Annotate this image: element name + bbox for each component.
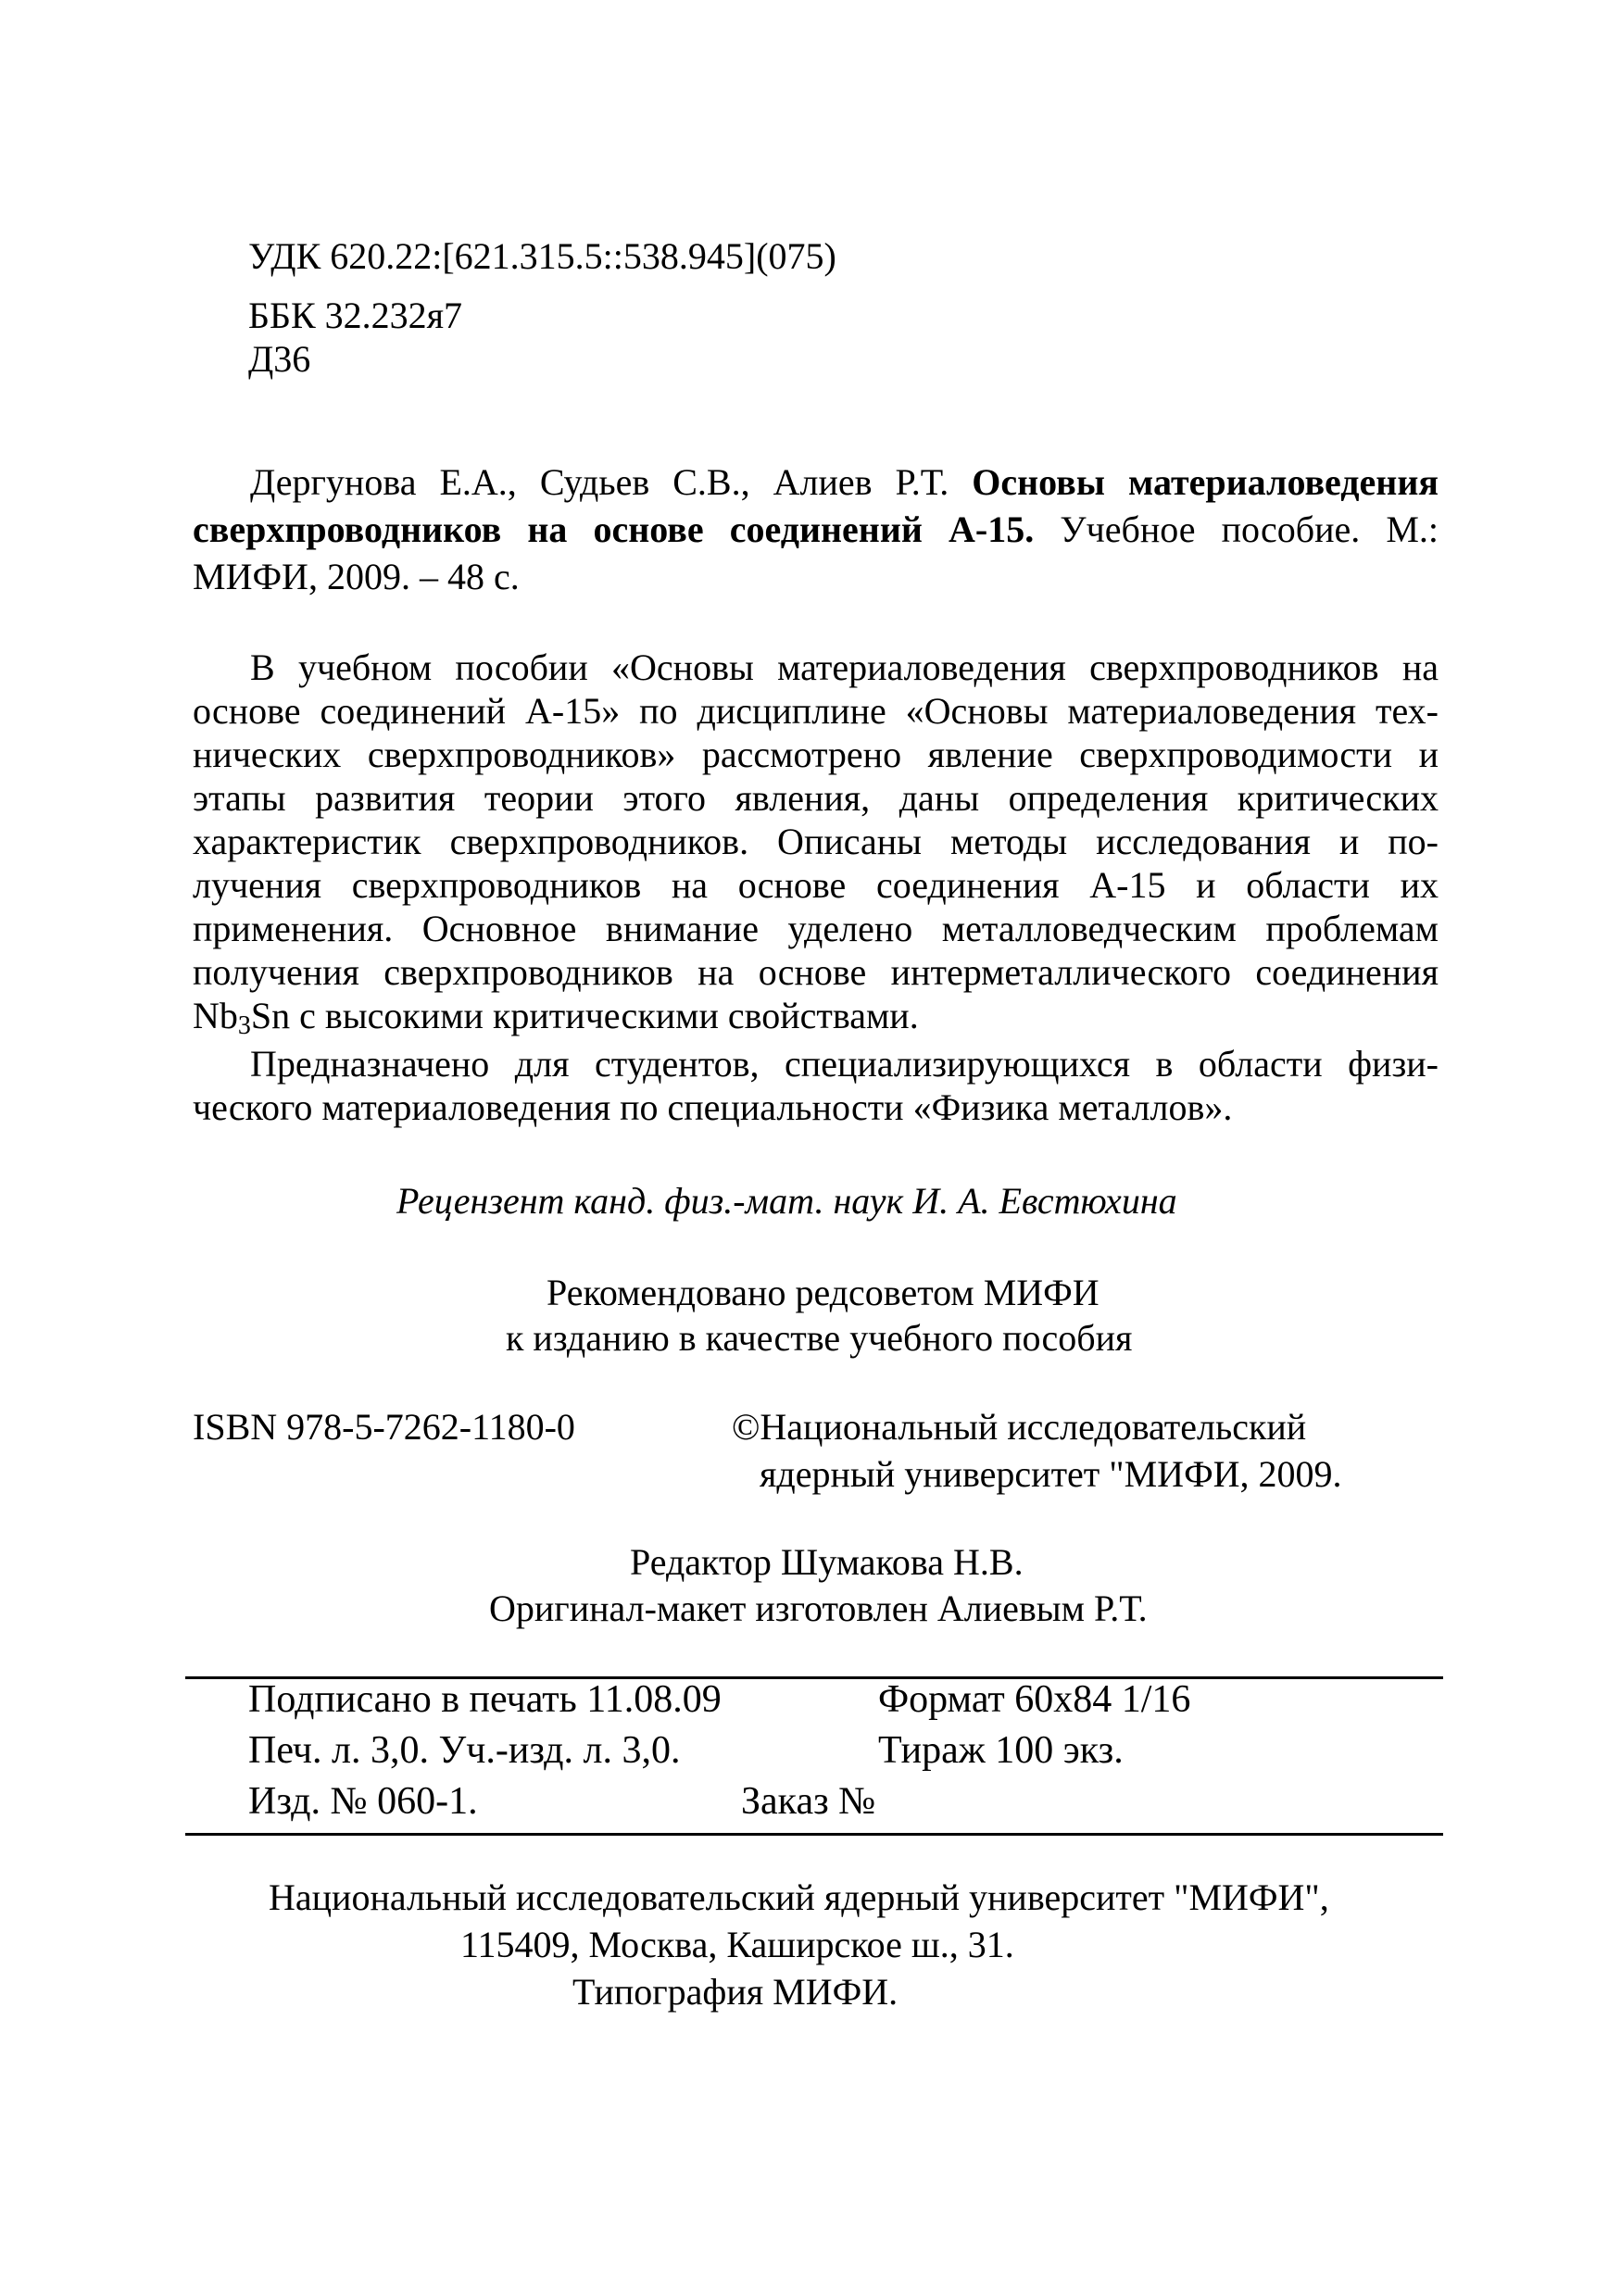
reviewer: Рецензент канд. физ.-мат. наук И. А. Евстюхина bbox=[396, 1180, 1177, 1222]
bbk-code: ББК 32.232я7 bbox=[248, 295, 463, 336]
imprint-edition-no: Изд. № 060-1. bbox=[248, 1780, 478, 1823]
purpose-line: Предназначено для студентов, специализирующихся в области физи- bbox=[250, 1043, 1439, 1085]
abstract-line: В учебном пособии «Основы материаловедения сверхпроводников на bbox=[250, 646, 1439, 688]
publisher-line-1: Национальный исследовательский ядерный университет "МИФИ", bbox=[269, 1876, 1329, 1918]
copyright-line-2: ядерный университет "МИФИ, 2009. bbox=[760, 1453, 1342, 1495]
editor-line-1: Редактор Шумакова Н.В. bbox=[630, 1541, 1024, 1583]
imprint-signed: Подписано в печать 11.08.09 bbox=[248, 1678, 722, 1721]
abstract-line: получения сверхпроводников на основе интерметаллического соединения bbox=[193, 951, 1439, 993]
abstract-line: характеристик сверхпроводников. Описаны методы исследования и по- bbox=[193, 821, 1439, 862]
copyright-line-1: ©Национальный исследовательский bbox=[732, 1406, 1307, 1448]
author-mark: Д36 bbox=[248, 338, 311, 380]
citation-line-2 bbox=[193, 508, 1439, 552]
udk-code: УДК 620.22:[621.315.5::538.945](075) bbox=[248, 235, 836, 277]
abstract-last-text: Sn с высокими критическими свойствами. bbox=[250, 995, 919, 1036]
abstract-last-line bbox=[193, 994, 1439, 1038]
recommendation-line-1: Рекомендовано редсоветом МИФИ bbox=[547, 1272, 1100, 1313]
formula-subscript: 3 bbox=[237, 1011, 251, 1040]
abstract-line: нических сверхпроводников» рассмотрено явление сверхпроводимости и bbox=[193, 734, 1439, 775]
imprint-format: Формат 60х84 1/16 bbox=[878, 1678, 1191, 1721]
imprint-bottom-rule bbox=[185, 1833, 1443, 1836]
abstract-line: применения. Основное внимание уделено металловедческим проблемам bbox=[193, 908, 1439, 949]
citation-line-1 bbox=[250, 460, 1439, 505]
imprint-print-run: Тираж 100 экз. bbox=[878, 1729, 1124, 1772]
citation-title-part1: Основы материаловедения bbox=[972, 461, 1439, 503]
abstract-line: этапы развития теории этого явления, даны определения критических bbox=[193, 777, 1439, 819]
citation-rest: Учебное пособие. М.: bbox=[1034, 508, 1439, 550]
citation-authors: Дергунова Е.А., Судьев С.В., Алиев Р.Т. bbox=[250, 461, 973, 503]
imprint-sheets: Печ. л. 3,0. Уч.-изд. л. 3,0. bbox=[248, 1729, 681, 1772]
editor-line-2: Оригинал-макет изготовлен Алиевым Р.Т. bbox=[489, 1587, 1148, 1629]
abstract-line: лучения сверхпроводников на основе соединения А-15 и области их bbox=[193, 864, 1439, 906]
purpose-line: ческого материаловедения по специальности «Физика металлов». bbox=[193, 1086, 1233, 1128]
formula-nb: Nb bbox=[193, 995, 238, 1036]
imprint-order: Заказ № bbox=[741, 1780, 876, 1823]
publisher-line-3: Типография МИФИ. bbox=[572, 1971, 898, 2013]
abstract-line: основе соединений А-15» по дисциплине «Основы материаловедения тех- bbox=[193, 690, 1439, 732]
citation-line-3: МИФИ, 2009. – 48 с. bbox=[193, 556, 520, 597]
recommendation-line-2: к изданию в качестве учебного пособия bbox=[506, 1317, 1133, 1359]
publisher-line-2: 115409, Москва, Каширское ш., 31. bbox=[460, 1924, 1014, 1965]
citation-title-part2: сверхпроводников на основе соединений А-15. bbox=[193, 508, 1035, 550]
isbn: ISBN 978-5-7262-1180-0 bbox=[193, 1406, 575, 1448]
